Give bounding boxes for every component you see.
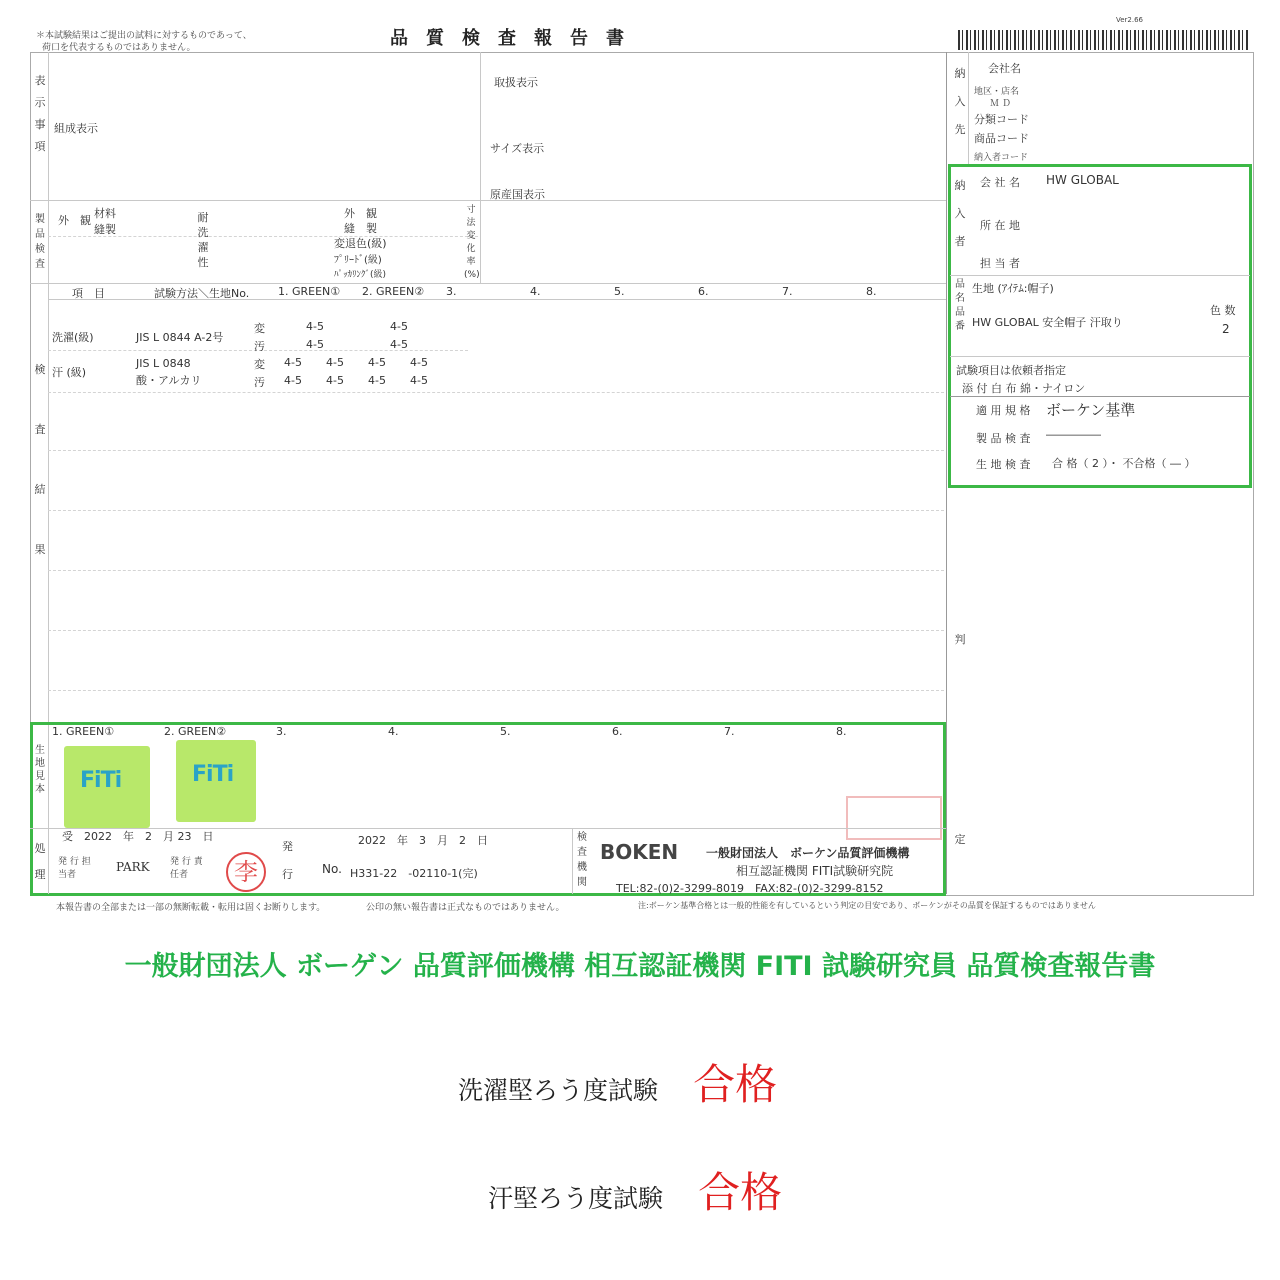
fabric-check: 合 格（ 2 ）・ 不合格（ ― ） xyxy=(1052,457,1196,470)
supplier-company: HW GLOBAL xyxy=(1046,173,1119,187)
fiti-logo: FiTi xyxy=(80,768,122,793)
product-check: ――――― xyxy=(1046,428,1101,441)
supplier-address-label: 所 在 地 xyxy=(980,219,1020,232)
color-count: 2 xyxy=(1222,322,1230,336)
composition-label: 組成表示 xyxy=(54,122,98,135)
report-number: H331-22 -02110-1(完) xyxy=(350,867,478,880)
supplier-person-label: 担 当 者 xyxy=(980,257,1020,270)
report-title: 品 質 検 査 報 告 書 xyxy=(390,28,624,49)
issued-date: 2022 年 3 月 2 日 xyxy=(358,834,488,847)
sample-column-header: 8. xyxy=(836,725,847,738)
delivery-area: 地区・店名 xyxy=(974,87,1020,97)
sweat-row-change-kind: 変 xyxy=(254,358,265,371)
wash-row-change-kind: 変 xyxy=(254,322,265,335)
org-line-2: 相互認証機関 FITI試験研究院 xyxy=(736,864,894,878)
product-inspection-label: 製品検査 xyxy=(35,214,45,270)
sweat-stain-v4: 4-5 xyxy=(410,374,428,387)
footer-note-2: 公印の無い報告書は正式なものではありません。 xyxy=(366,903,565,913)
column-header: 2. GREEN② xyxy=(362,285,425,298)
received-date: 受 2022 年 2 月 23 日 xyxy=(62,830,214,843)
sample-column-header: 3. xyxy=(276,725,287,738)
inspector-label: 検査機関 xyxy=(577,832,587,888)
sweat-stain-v1: 4-5 xyxy=(284,374,302,387)
org-line-1: 一般財団法人 ボーケン品質評価機構 xyxy=(706,846,910,860)
applied-standard-label: 適 用 規 格 xyxy=(976,404,1031,417)
sweat-stain-v3: 4-5 xyxy=(368,374,386,387)
result-status: 合格 xyxy=(693,1060,778,1109)
column-header: 4. xyxy=(530,285,541,298)
result-label: 汗堅ろう度試験 xyxy=(488,1184,664,1213)
supplier-company-label: 会 社 名 xyxy=(980,176,1020,189)
sweat-stain-v2: 4-5 xyxy=(326,374,344,387)
sample-column-header: 7. xyxy=(724,725,735,738)
pucker-label: ﾊﾟｯｶﾘﾝｸﾞ(級) xyxy=(334,270,387,280)
column-header: 6. xyxy=(698,285,709,298)
origin-label: 原産国表示 xyxy=(490,188,545,201)
processing-label: 処理 xyxy=(34,842,46,881)
test-note: 試験項目は依頼者指定 xyxy=(956,364,1066,377)
product-label: 品名品番 xyxy=(955,279,965,332)
official-seal xyxy=(846,796,942,840)
column-header: 8. xyxy=(866,285,877,298)
method-header: 試験方法＼生地No. xyxy=(154,287,250,300)
notice-top-1: ＊本試験結果はご提出の試料に対するものであって、 xyxy=(36,31,252,41)
wash-row-change-v1: 4-5 xyxy=(306,320,324,333)
delivery-company: 会社名 xyxy=(988,62,1021,75)
fabric-check-label: 生 地 検 査 xyxy=(976,458,1031,471)
delivery-category: 分類コード xyxy=(974,113,1029,126)
wash-row-stain-kind: 汚 xyxy=(254,340,265,353)
sample-column-header: 4. xyxy=(388,725,399,738)
responsible-label: 発 行 責任者 xyxy=(170,857,203,880)
notice-top-2: 荷口を代表するものではありません。 xyxy=(42,43,196,53)
applied-standard: ボーケン基準 xyxy=(1046,401,1136,419)
result-status: 合格 xyxy=(698,1168,783,1217)
barcode xyxy=(958,30,1248,50)
sample-column-header: 6. xyxy=(612,725,623,738)
sewing2-label: 縫 製 xyxy=(344,222,377,235)
product-check-label: 製 品 検 査 xyxy=(976,432,1031,445)
dimension-change-label: 寸法変化率(%) xyxy=(464,205,480,280)
column-header: 5. xyxy=(614,285,625,298)
wash-row-stain-v1: 4-5 xyxy=(306,338,324,351)
sweat-change-v3: 4-5 xyxy=(368,356,386,369)
care-label: 取扱表示 xyxy=(494,76,538,89)
size-label: サイズ表示 xyxy=(490,142,545,155)
issue-person: PARK xyxy=(116,860,150,874)
delivery-product-code: 商品コード xyxy=(974,132,1029,145)
item-header: 項 目 xyxy=(72,287,105,300)
fiti-logo: FiTi xyxy=(192,762,234,787)
sample-column-header: 2. GREEN② xyxy=(164,725,227,738)
bleed-label: ﾌﾟﾘｰﾄﾞ(級) xyxy=(334,255,382,266)
footer-note-1: 本報告書の全部または一部の無断転載・転用は固くお断りします。 xyxy=(56,903,326,913)
wash-row-stain-v2: 4-5 xyxy=(390,338,408,351)
footer-note-3: 注:ボーケン基準合格とは一般的性能を有しているという判定の目安であり、ボーケンがその品質を保証するものではありません xyxy=(638,901,1096,910)
product-name: HW GLOBAL 安全帽子 汗取り xyxy=(972,316,1123,329)
sweat-change-v2: 4-5 xyxy=(326,356,344,369)
sweat-test-method2: 酸・アルカリ xyxy=(136,374,202,387)
sweat-row-stain-kind: 汚 xyxy=(254,376,265,389)
personal-seal: 李 xyxy=(226,852,266,892)
inspection-result-label: 検査結果 xyxy=(34,363,46,556)
attached-cloth: 添 付 白 布 綿・ナイロン xyxy=(962,382,1086,395)
org-tel: TEL:82-(0)2-3299-8019 FAX:82-(0)2-3299-8152 xyxy=(616,882,884,895)
delivery-label: 納入先 xyxy=(954,67,966,136)
issue-label: 発 xyxy=(282,840,293,853)
column-header: 7. xyxy=(782,285,793,298)
column-header: 1. GREEN① xyxy=(278,285,341,298)
wash-row-change-v2: 4-5 xyxy=(390,320,408,333)
material-label: 材料 xyxy=(94,207,116,220)
fabric-sample-2 xyxy=(176,740,256,822)
boken-logo: BOKEN xyxy=(600,840,679,864)
supplier-label: 納入者 xyxy=(954,179,966,248)
result-label: 洗濯堅ろう度試験 xyxy=(458,1076,659,1105)
wash-durability-label: 耐洗濯性 xyxy=(197,211,209,269)
fading-label: 変退色(級) xyxy=(334,237,387,250)
number-label: No. xyxy=(322,862,342,876)
exterior-label: 外 観 xyxy=(58,214,91,227)
result-row-wash xyxy=(458,1052,777,1112)
wash-test-item: 洗濯(級) xyxy=(52,331,94,344)
product-fabric: 生地 (ｱｲﾃﾑ:帽子) xyxy=(972,282,1054,295)
result-row-sweat xyxy=(488,1160,782,1220)
appearance-label: 外 観 xyxy=(344,207,377,220)
sweat-test-method: JIS L 0848 xyxy=(136,357,191,370)
sample-column-header: 5. xyxy=(500,725,511,738)
sweat-change-v1: 4-5 xyxy=(284,356,302,369)
column-header: 3. xyxy=(446,285,457,298)
display-items-label: 表示事項 xyxy=(34,74,46,153)
delivery-md: Ｍ Ｄ xyxy=(990,99,1011,109)
version-label: Ver2.66 xyxy=(1116,16,1144,24)
wash-test-method: JIS L 0844 A-2号 xyxy=(136,331,224,344)
fabric-sample-1 xyxy=(64,746,150,828)
delivery-supplier-code: 納入者コード xyxy=(974,153,1029,163)
report-caption: 一般財団法人 ボーゲン 品質評価機構 相互認証機関 FITI 試験研究員 品質検査報告書 xyxy=(124,951,1156,982)
sweat-test-item: 汗 (級) xyxy=(52,366,87,379)
row-label: 行 xyxy=(282,868,293,881)
sewing-label: 縫製 xyxy=(94,223,116,236)
issue-person-label: 発 行 担当者 xyxy=(58,857,91,880)
judgement-label: 判 定 xyxy=(954,633,977,846)
sample-column-header: 1. GREEN① xyxy=(52,725,115,738)
color-count-label: 色 数 xyxy=(1210,304,1236,317)
sweat-change-v4: 4-5 xyxy=(410,356,428,369)
samples-label: 生地見本 xyxy=(35,745,45,795)
